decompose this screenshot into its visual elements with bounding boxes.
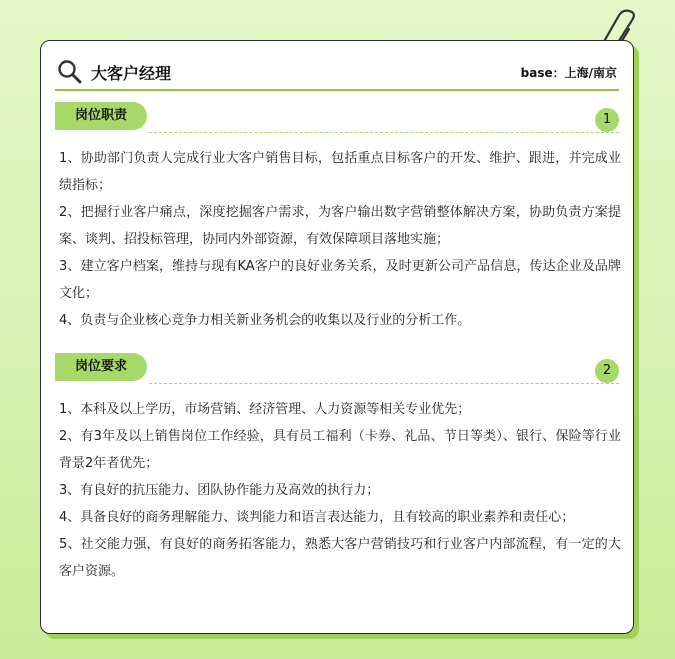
list-item: 2、把握行业客户痛点，深度挖掘客户需求，为客户输出数字营销整体解决方案，协助负责方案提案、谈判、招投标管理，协同内外部资源，有效保障项目落地实施； xyxy=(59,205,621,247)
card-header xyxy=(55,57,619,91)
list-item: 1、协助部门负责人完成行业大客户销售目标，包括重点目标客户的开发、维护、跟进，并完成业绩指标； xyxy=(59,151,621,193)
job-card xyxy=(40,40,634,634)
list-item: 4、具备良好的商务理解能力、谈判能力和语言表达能力，且有较高的职业素养和责任心； xyxy=(59,510,575,525)
section-divider xyxy=(149,132,619,133)
base-location: base：上海/南京 xyxy=(520,66,617,80)
section-divider xyxy=(149,383,619,384)
section-tag-duties: 岗位职责 xyxy=(55,102,147,130)
list-item: 2、有3年及以上销售岗位工作经验，具有员工福利（卡券、礼品、节日等类）、银行、保险等行业背景2年者优先； xyxy=(59,429,621,471)
duties-list xyxy=(59,145,621,334)
page-title: 大客户经理 xyxy=(91,64,172,83)
section-header-requirements xyxy=(55,353,619,381)
section-number-badge: 2 xyxy=(595,359,619,383)
list-item: 4、负责与企业核心竞争力相关新业务机会的收集以及行业的分析工作。 xyxy=(59,313,471,328)
list-item: 3、建立客户档案，维持与现有KA客户的良好业务关系，及时更新公司产品信息，传达企业及品牌文化； xyxy=(59,259,621,301)
list-item: 5、社交能力强，有良好的商务拓客能力，熟悉大客户营销技巧和行业客户内部流程，有一定的大客户资源。 xyxy=(59,537,621,579)
search-icon xyxy=(57,59,83,85)
list-item: 3、有良好的抗压能力、团队协作能力及高效的执行力； xyxy=(59,483,380,498)
section-number-badge: 1 xyxy=(595,108,619,132)
requirements-list xyxy=(59,396,621,585)
section-tag-requirements: 岗位要求 xyxy=(55,353,147,381)
section-header-duties xyxy=(55,102,619,130)
list-item: 1、本科及以上学历，市场营销、经济管理、人力资源等相关专业优先； xyxy=(59,402,471,417)
